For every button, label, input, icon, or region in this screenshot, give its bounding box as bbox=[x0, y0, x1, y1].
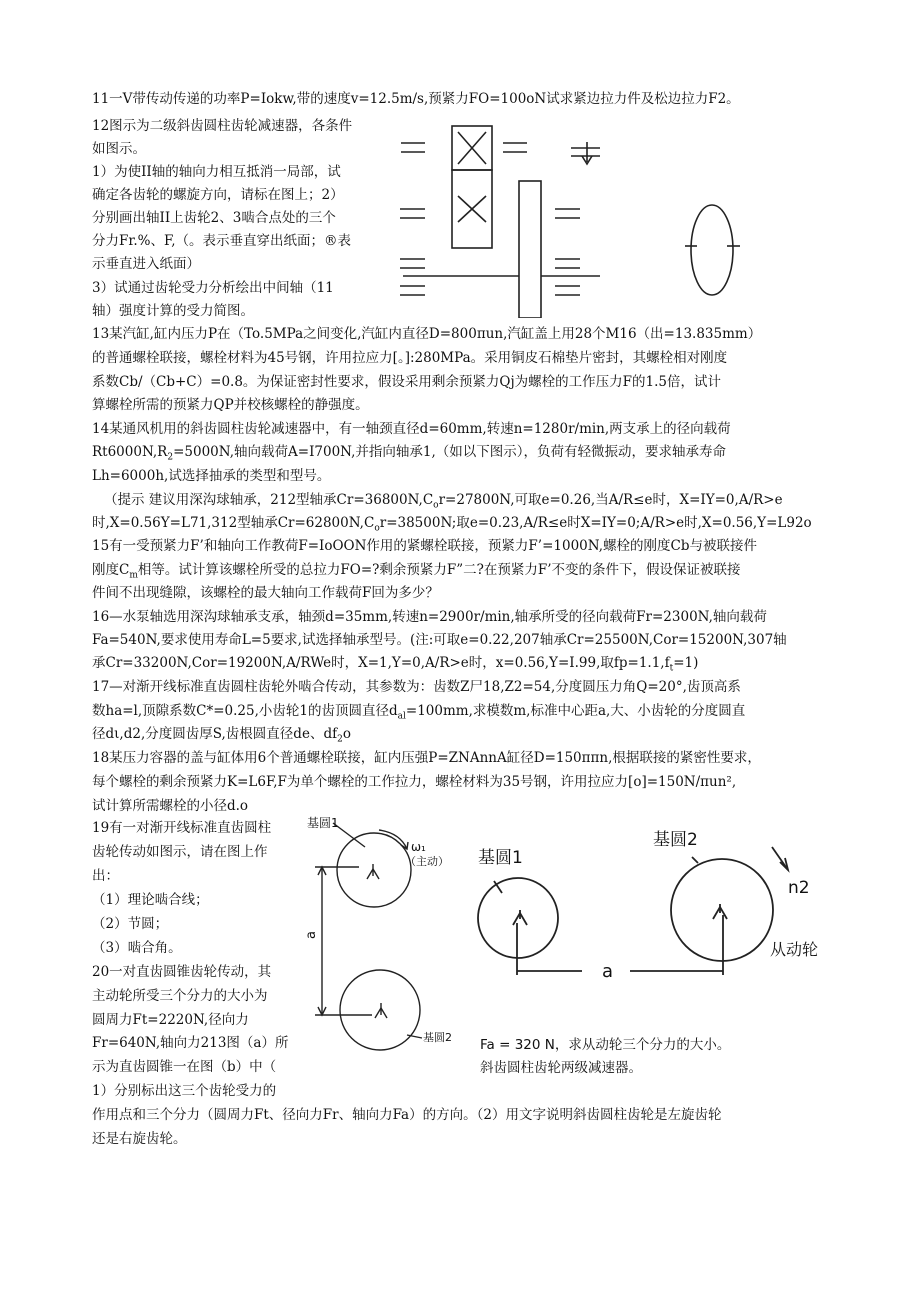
problem-13-line-3: 系数Cb/（Cb+C）=0.8。为保证密封性要求，假设采用剩余预紧力Qj为螺栓的工作压力F的1.5倍，试计 bbox=[92, 374, 722, 390]
omega-label: ω₁ bbox=[411, 840, 426, 854]
right-center-distance-label: a bbox=[602, 961, 614, 982]
fa-question: Fa = 320 N，求从动轮三个分力的大小。 bbox=[480, 1037, 731, 1053]
problem-12-line-4: 确定各齿轮的螺旋方向，请标在图上；2） bbox=[92, 187, 344, 203]
right-gears-figure bbox=[470, 815, 825, 1085]
problem-20-line-5: 示为直齿圆锥一在图（b）中（ bbox=[92, 1059, 277, 1075]
problem-15-line-3: 件间不出现缝隙，该螺栓的最大轴向工作载荷F回为多少？ bbox=[92, 585, 439, 601]
problem-15-line-2: 刚度$C_m$相等。试计算该螺栓所受的总拉力FO=?剩余预紧力F”二?在预紧力F’不变的条件下，假设保证被联接 bbox=[92, 562, 741, 581]
problem-20-line-8: 还是右旋齿轮。 bbox=[92, 1131, 187, 1147]
base-circle-1-label: 基圆1 bbox=[307, 816, 339, 830]
problem-20-line-7: 作用点和三个分力（圆周力Ft、径向力Fr、轴向力Fa）的方向。（2）用文字说明斜齿圆柱齿轮是左旋齿轮 bbox=[92, 1107, 722, 1123]
problem-16-line-3: 承Cr=33200N,Cor=19200N,A/RWe时，X=1,Y=0,A/R>e时，x=0.56,Y=I.99,取$fp=1.1,f_t=1$) bbox=[92, 655, 699, 674]
gear-reducer-figure bbox=[395, 118, 775, 318]
problem-12-line-1: 12图示为二级斜齿圆柱齿轮减速器，各条件 bbox=[92, 118, 353, 134]
gear-side-view bbox=[691, 205, 733, 295]
problem-14-hint-1: （提示 建议用深沟球轴承，212型轴承$Cr=36800N,C_or=27800N$,可取e=0.26,当A/R≤e时，X=IY=0,A/R>e bbox=[104, 492, 783, 511]
problem-11-line: 11一V带传动传递的功率P=Iokw,带的速度v=12.5m/s,预紧力FO=100oN试求紧边拉力件及松边拉力F2。 bbox=[92, 91, 740, 107]
gear-3-box bbox=[519, 181, 541, 318]
problem-12-line-5: 分别画出轴II上齿轮2、3啮合点处的三个 bbox=[92, 210, 336, 226]
problem-18-line-3: 试计算所需螺栓的小径d.o bbox=[92, 798, 249, 814]
n2-label: n2 bbox=[788, 878, 810, 898]
problem-17-line-1: 17—对渐开线标准直齿圆柱齿轮外啮合传动，其参数为：齿数Z尸18,Z2=54,分度圆压力角Q=20°,齿顶高系 bbox=[92, 679, 741, 695]
problem-12-line-7: 示垂直进入纸面） bbox=[92, 256, 200, 272]
problem-19-figure bbox=[297, 815, 472, 1060]
problem-20-line-6: 1）分别标出这三个齿轮受力的 bbox=[92, 1083, 277, 1099]
problem-12-line-9: 轴）强度计算的受力简图。 bbox=[92, 303, 254, 319]
base-circle-2-label: 基圆2 bbox=[423, 1031, 452, 1044]
problem-14-line-3: Lh=6000h,试选择抽承的类型和型号。 bbox=[92, 468, 331, 484]
problem-12-line-6: 分力Fr.%、F,（。表示垂直穿出纸面；®表 bbox=[92, 233, 352, 249]
problem-19-line-2: 齿轮传动如图示，请在图上作 bbox=[92, 844, 268, 860]
problem-14-hint-2: 时,X=0.56Y=L71,312型轴承$Cr=62800N,C_or=38500N$;取e=0.23,A/R≤e时X=IY=0;A/R>e时,X=0.56,Y=L92o bbox=[92, 515, 812, 534]
driver-label: （主动） bbox=[405, 855, 449, 868]
problem-12-line-2: 如图示。 bbox=[92, 141, 146, 157]
problem-20-line-1: 20一对直齿圆锥齿轮传动，其 bbox=[92, 964, 272, 980]
problem-14-line-1: 14某通风机用的斜齿圆柱齿轮减速器中，有一轴颈直径d=60mm,转速n=1280r/min,两支承上的径向载荷 bbox=[92, 421, 731, 437]
problem-12-line-8: 3）试通过齿轮受力分析绘出中间轴（11 bbox=[92, 280, 334, 296]
problem-19-line-1: 19有一对渐开线标准直齿圆柱 bbox=[92, 820, 272, 836]
right-base-circle-1-label: 基圆1 bbox=[478, 848, 523, 868]
problem-13-line-2: 的普通螺栓联接，螺栓材料为45号钢，许用拉应力[。]:280MPa。采用铜皮石棉垫片密封，其螺栓相对刚度 bbox=[92, 350, 728, 366]
problem-16-line-2: Fa=540N,要求使用寿命L=5要求,试选择轴承型号。(注:可取e=0.22,207轴承Cr=25500N,Cor=15200N,307轴 bbox=[92, 632, 787, 648]
problem-13-line-4: 算螺栓所需的预紧力QP并校核螺栓的静强度。 bbox=[92, 397, 369, 413]
right-base-circle-2-label: 基圆2 bbox=[653, 830, 698, 850]
problem-19-item-1: （1）理论啮合线； bbox=[92, 892, 209, 908]
problem-13-line-1: 13某汽缸,缸内压力P在（To.5MPa之间变化,汽缸内直径D=800πun,汽缸盖上用28个M16（出=13.835mm） bbox=[92, 326, 762, 342]
driven-wheel-label: 从动轮 bbox=[770, 940, 819, 959]
problem-20-line-2: 主动轮所受三个分力的大小为 bbox=[92, 988, 268, 1004]
center-distance-label: a bbox=[304, 931, 319, 939]
figure-caption: 斜齿圆柱齿轮两级减速器。 bbox=[480, 1060, 642, 1076]
problem-15-line-1: 15有一受预紧力F’和轴向工作教荷F=IoOON作用的紧螺栓联接，预紧力F’=1000N,螺栓的刚度Cb与被联接件 bbox=[92, 538, 757, 554]
problem-14-line-2: $Rt6000N,R_2=5000N$,轴向载荷A=I700N,并指向轴承1,（如以下图示），负荷有轻微振动，要求轴承寿命 bbox=[92, 444, 727, 463]
problem-18-line-1: 18某压力容器的盖与缸体用6个普通螺栓联接，缸内压强P=ZNAnnA缸径D=150ππn,根据联接的紧密性要求， bbox=[92, 750, 761, 766]
problem-20-line-3: 圆周力Ft=2220N,径向力 bbox=[92, 1012, 249, 1028]
problem-17-line-3: 径dι,d2,分度圆齿厚S,齿根圆直径de、$df_2o$ bbox=[92, 726, 351, 745]
problem-17-line-2: 数ha=l,顶隙系数C*=0.25,小齿轮1的齿顶圆直径$d_{al}=100mm$,求模数m,标准中心距a,大、小齿轮的分度圆直 bbox=[92, 703, 746, 722]
problem-12-line-3: 1）为使II轴的轴向力相互抵消一局部，试 bbox=[92, 164, 341, 180]
problem-19-item-2: （2）节圆； bbox=[92, 916, 169, 932]
problem-20-line-4: Fr=640N,轴向力213图（a）所 bbox=[92, 1035, 289, 1051]
problem-19-line-3: 出： bbox=[92, 868, 119, 884]
problem-16-line-1: 16—水泵轴选用深沟球轴承支承，轴颈d=35mm,转速n=2900r/min,轴承所受的径向载荷Fr=2300N,轴向载荷 bbox=[92, 609, 767, 625]
problem-19-item-3: （3）啮合角。 bbox=[92, 940, 182, 956]
problem-18-line-2: 每个螺栓的剩余预紧力K=L6F,F为单个螺栓的工作拉力，螺栓材料为35号钢，许用拉应力[o]=150N/πun², bbox=[92, 774, 737, 790]
